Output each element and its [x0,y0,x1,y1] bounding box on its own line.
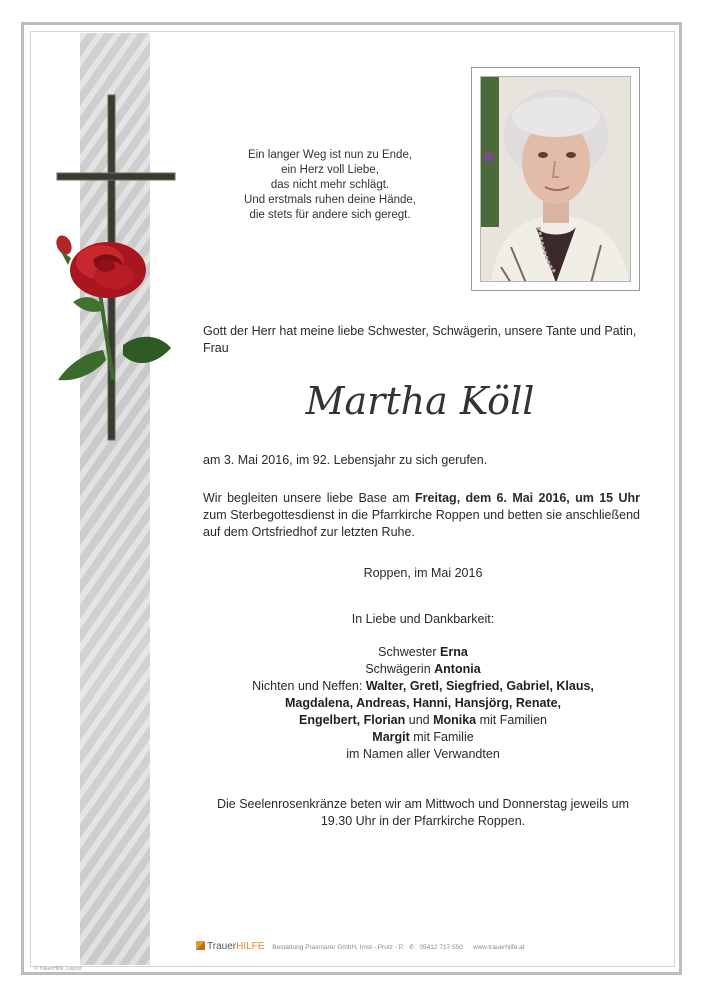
mourner-sister-in-law [203,661,643,678]
portrait-frame [471,67,640,291]
nieces-nephews-names-3a: Engelbert, Florian [299,713,406,727]
death-line: am 3. Mai 2016, im 92. Lebensjahr zu sich gerufen. [203,453,488,467]
footer-web[interactable]: www.trauerhilfe.at [472,944,525,951]
with-families: mit Familien [476,713,547,727]
footer-brand [207,941,264,952]
funeral-part2: zum Sterbegottesdienst in die Pfarrkirche Roppen und betten sie anschließend auf dem Ortsfriedhof zur letzten Ruhe. [203,508,640,539]
cross-rose-icon [38,90,188,450]
nieces-nephews-names-1: Walter, Gretl, Siegfried, Gabriel, Klaus, [365,679,594,693]
sister-name: Erna [440,645,468,659]
nieces-nephews-names-3b: Monika [433,713,477,727]
rosary-text: Die Seelenrosenkränze beten wir am Mittwoch und Donnerstag jeweils um 19.30 Uhr in der Pfarrkirche Roppen. [216,797,629,828]
and-word: und [405,713,434,727]
sister-in-law-label: Schwägerin [365,662,435,676]
poem: Ein langer Weg ist nun zu Ende, ein Herz voll Liebe, das nicht mehr schlägt. Und erstmals ruhen deine Hände, die stets für andere sich geregt. [244,149,416,221]
funeral-part1: Wir begleiten unsere liebe Base am [203,491,416,505]
trauerhilfe-logo-icon [196,941,205,950]
nieces-nephews-label: Nichten und Neffen: [252,679,366,693]
footer-phone: 05412 717 550 [419,944,463,951]
funeral-date: Freitag, dem 6. Mai 2016, um 15 Uhr [415,491,640,505]
with-family: mit Familie [409,730,474,744]
mourner-relatives: im Namen aller Verwandten [346,747,500,761]
mourners-list [203,644,643,763]
footer [196,940,616,954]
margit-name: Margit [372,730,410,744]
deceased-name: Martha Köll [305,379,535,423]
footer-company: Bestattung Praxmarer GmbH, Imst - Prutz - P. [272,944,404,951]
brand-part-b: HILFE [236,941,265,952]
portrait-icon [481,77,631,282]
mourner-nieces-nephews-3 [203,712,643,729]
intro-text: Gott der Herr hat meine liebe Schwester, Schwägerin, unsere Tante und Patin, Frau [203,324,637,355]
cross-with-rose [38,90,188,450]
portrait-photo [480,76,631,282]
mourner-nieces-nephews-1 [203,678,643,695]
mourner-nieces-nephews-2 [203,695,643,712]
sister-label: Schwester [378,645,441,659]
funeral-text [203,490,640,541]
copyright-note: © TrauerHilfe, Layout [34,966,82,972]
sister-in-law-name: Antonia [434,662,481,676]
brand-part-a: Trauer [207,941,237,952]
phone-icon: ✆ [408,944,415,951]
mourner-margit [203,729,643,746]
love-line: In Liebe und Dankbarkeit: [351,612,495,626]
mourner-sister [203,644,643,661]
place-date: Roppen, im Mai 2016 [363,566,483,580]
nieces-nephews-names-2: Magdalena, Andreas, Hanni, Hansjörg, Renate, [285,696,561,710]
